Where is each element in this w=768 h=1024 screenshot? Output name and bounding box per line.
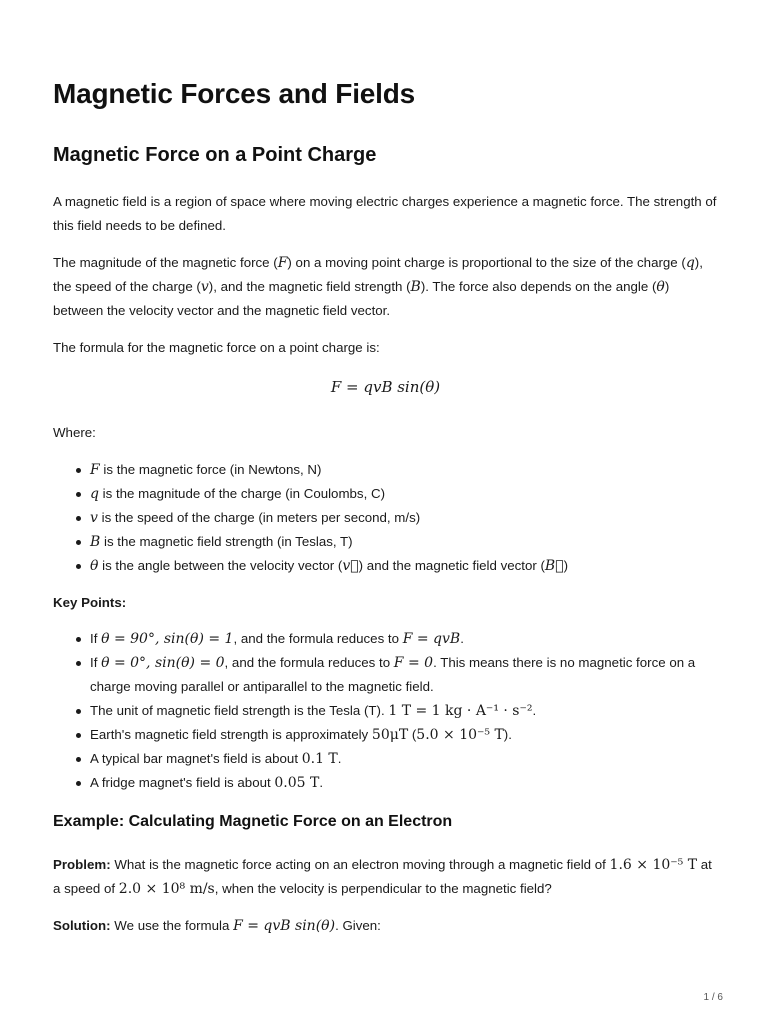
list-item: If θ = 0°, sin(θ) = 0, and the formula reduces to F = 0. This means there is no magnetic force on a charge moving parallel or antiparallel to the magnetic field.: [90, 651, 718, 699]
force-equation: F = qvB sin(θ): [330, 378, 441, 396]
problem-paragraph: Problem: What is the magnetic force acting on an electron moving through a magnetic field of 1.6 × 10⁻⁵ T at a speed of 2.0 × 10⁸ m/s, when the velocity is perpendicular to the magnetic field?: [53, 857, 712, 897]
list-item: If θ = 90°, sin(θ) = 1, and the formula reduces to F = qvB.: [90, 627, 718, 651]
list-item: A fridge magnet's field is about 0.05 T.: [90, 771, 718, 795]
page-title: Magnetic Forces and Fields: [53, 78, 415, 109]
list-item: Earth's magnetic field strength is approximately 50μT (5.0 × 10⁻⁵ T).: [90, 723, 718, 747]
list-item: θ is the angle between the velocity vector (v⃗) and the magnetic field vector (B⃗): [90, 554, 718, 578]
list-item: F is the magnetic force (in Newtons, N): [90, 458, 718, 482]
list-item: B is the magnetic field strength (in Teslas, T): [90, 530, 718, 554]
list-item: The unit of magnetic field strength is the Tesla (T). 1 T = 1 kg · A⁻¹ · s⁻².: [90, 699, 718, 723]
section-heading: Magnetic Force on a Point Charge: [53, 144, 377, 166]
page-number: 1 / 6: [703, 992, 723, 1003]
key-points-list: [53, 627, 718, 795]
list-item: A typical bar magnet's field is about 0.1 T.: [90, 747, 718, 771]
example-heading: Example: Calculating Magnetic Force on an Electron: [53, 813, 453, 830]
list-item: v is the speed of the charge (in meters per second, m/s): [90, 506, 718, 530]
magnitude-paragraph: The magnitude of the magnetic force (F) on a moving point charge is proportional to the size of the charge (q), the speed of the charge (v), and the magnetic field strength (B). The force also depends on the angle (θ) between the velocity vector and the magnetic field vector.: [53, 255, 703, 318]
where-label: Where:: [53, 425, 96, 440]
list-item: q is the magnitude of the charge (in Coulombs, C): [90, 482, 718, 506]
key-points-label: Key Points:: [53, 595, 127, 610]
formula-intro: The formula for the magnetic force on a point charge is:: [53, 340, 380, 355]
solution-paragraph: Solution: We use the formula F = qvB sin(θ). Given:: [53, 918, 381, 934]
intro-paragraph: A magnetic field is a region of space where moving electric charges experience a magnetic force. The strength of this field needs to be defined.: [53, 194, 717, 233]
definitions-list: [53, 458, 718, 578]
